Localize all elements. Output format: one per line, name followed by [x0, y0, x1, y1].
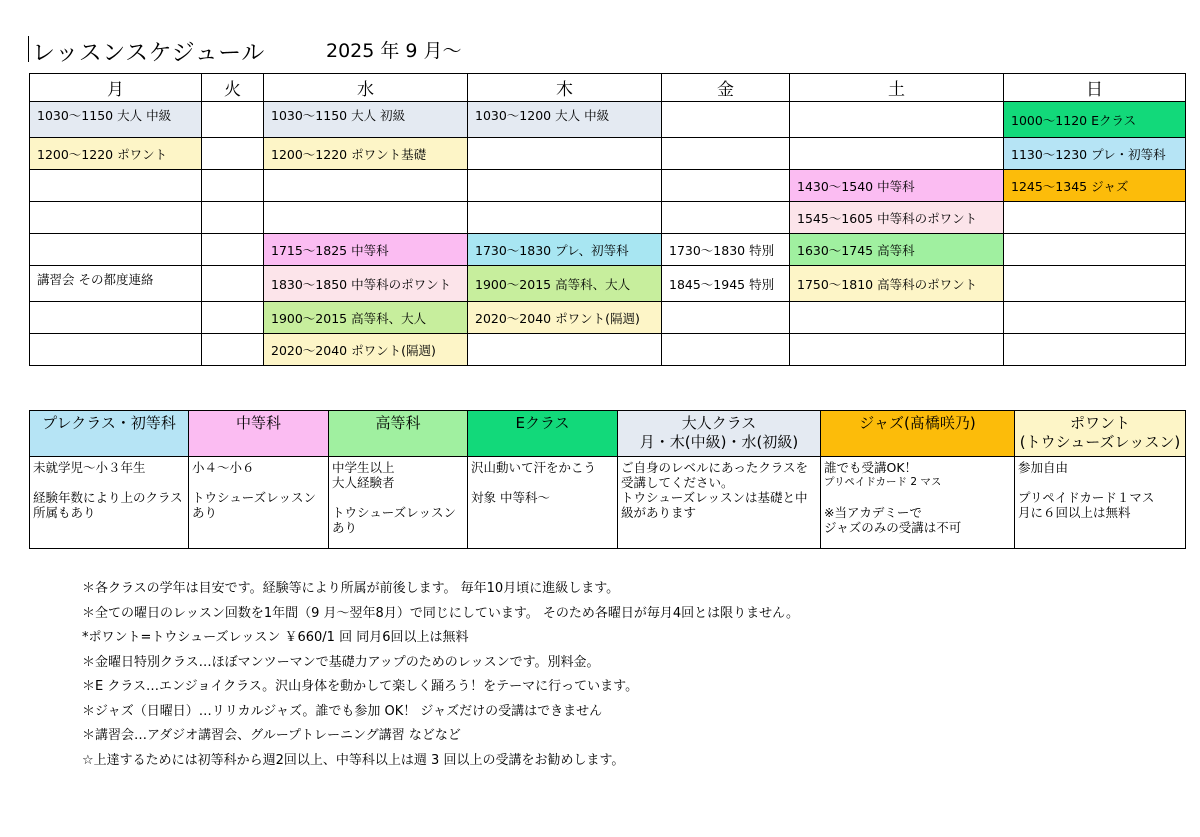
lesson-cell [30, 302, 202, 334]
day-header: 月 [30, 74, 202, 102]
legend-header: Eクラス [468, 411, 618, 457]
note-line: ＊講習会…アダジオ講習会、グループトレーニング講習 などなど [82, 728, 461, 743]
schedule-table [29, 73, 1186, 366]
lesson-cell: 1030～1200 大人 中級 [468, 102, 662, 138]
notes-list [82, 577, 799, 773]
lesson-cell: 講習会 その都度連絡 [30, 266, 202, 302]
lesson-cell: 1030～1150 大人 中級 [30, 102, 202, 138]
lesson-cell: 1200～1220 ポワント基礎 [264, 138, 468, 170]
note-line: ＊E クラス…エンジョイクラス。沢山身体を動かして楽しく踊ろう！をテーマに行っています。 [82, 679, 639, 694]
note-line: *ポワント=トウシューズレッスン ￥660/1 回 同月6回以上は無料 [82, 630, 469, 645]
legend-cell-text: 参加自由 プリペイドカード１マス 月に６回以上は無料 [1018, 460, 1155, 520]
lesson-cell [202, 202, 264, 234]
day-header: 水 [264, 74, 468, 102]
lesson-cell [662, 170, 790, 202]
schedule-row [30, 234, 1186, 266]
lesson-cell [790, 334, 1004, 366]
schedule-header-row [30, 74, 1186, 102]
text-cursor [28, 36, 29, 62]
legend-body-row [30, 457, 1186, 549]
lesson-cell: 1730～1830 プレ、初等科 [468, 234, 662, 266]
lesson-cell [202, 102, 264, 138]
lesson-cell: 1030～1150 大人 初級 [264, 102, 468, 138]
day-header: 火 [202, 74, 264, 102]
schedule-row [30, 102, 1186, 138]
legend-cell [468, 457, 618, 549]
legend-cell-text: 中学生以上 大人経験者 トウシューズレッスンあり [332, 460, 457, 535]
lesson-cell [662, 202, 790, 234]
schedule-row [30, 334, 1186, 366]
legend-header: 高等科 [329, 411, 468, 457]
lesson-cell [662, 138, 790, 170]
legend-cell-text: ご自身のレベルにあったクラスを受講してください。 トウシューズレッスンは基礎と中級があります [621, 460, 809, 520]
lesson-cell: 1750～1810 高等科のポワント [790, 266, 1004, 302]
note-line: ＊ジャズ（日曜日）…リリカルジャズ。誰でも参加 OK！ ジャズだけの受講はできません [82, 703, 603, 719]
lesson-cell [1004, 302, 1186, 334]
day-header: 金 [662, 74, 790, 102]
page-title: レッスンスケジュール [32, 40, 265, 66]
legend-header-row [30, 411, 1186, 457]
schedule-month: 2025 年 9 月～ [326, 40, 462, 62]
lesson-cell: 1730～1830 特別 [662, 234, 790, 266]
note-line: ＊各クラスの学年は目安です。経験等により所属が前後します。 毎年10月頃に進級します。 [82, 581, 620, 596]
lesson-cell [202, 170, 264, 202]
lesson-cell [790, 102, 1004, 138]
legend-cell-text: 誰でも受講OK！ [824, 460, 918, 475]
lesson-cell: 1900～2015 高等科、大人 [468, 266, 662, 302]
lesson-cell [662, 302, 790, 334]
lesson-cell [264, 202, 468, 234]
schedule-row [30, 302, 1186, 334]
lesson-cell [202, 266, 264, 302]
lesson-cell [662, 334, 790, 366]
legend-header: 中等科 [189, 411, 329, 457]
lesson-cell [790, 138, 1004, 170]
lesson-cell: 1130～1230 プレ・初等科 [1004, 138, 1186, 170]
legend-header: プレクラス・初等科 [30, 411, 189, 457]
lesson-cell: 1200～1220 ポワント [30, 138, 202, 170]
jazz-restriction-note: ※当アカデミーで ジャズのみの受講は不可 [824, 505, 962, 535]
lesson-cell: 1900～2015 高等科、大人 [264, 302, 468, 334]
lesson-cell [264, 170, 468, 202]
legend-cell [189, 457, 329, 549]
lesson-cell: 2020～2040 ポワント(隔週) [468, 302, 662, 334]
lesson-cell [202, 138, 264, 170]
lesson-cell [30, 202, 202, 234]
lesson-cell: 1715～1825 中等科 [264, 234, 468, 266]
lesson-cell: 1000～1120 Eクラス [1004, 102, 1186, 138]
lesson-cell: 2020～2040 ポワント(隔週) [264, 334, 468, 366]
legend-cell [821, 457, 1015, 549]
legend-cell-text: 未就学児～小３年生 経験年数により上のクラス所属もあり [33, 460, 183, 520]
lesson-cell [468, 334, 662, 366]
lesson-cell [468, 170, 662, 202]
schedule-row [30, 202, 1186, 234]
lesson-cell [1004, 266, 1186, 302]
jazz-prepaid-note: プリペイドカード 2 マス [824, 476, 942, 488]
schedule-row [30, 170, 1186, 202]
lesson-cell [30, 334, 202, 366]
legend-cell-text: 沢山動いて汗をかこう 対象 中等科～ [471, 460, 597, 505]
legend-cell [329, 457, 468, 549]
class-legend-table [29, 410, 1186, 549]
note-line: ＊全ての曜日のレッスン回数を1年間（9 月～翌年8月）で同じにしています。 そのため各曜日が毎月4回とは限りません。 [82, 605, 799, 621]
legend-header: ジャズ(髙橋咲乃) [821, 411, 1015, 457]
lesson-cell: 1545～1605 中等科のポワント [790, 202, 1004, 234]
lesson-cell [468, 202, 662, 234]
legend-cell [618, 457, 821, 549]
day-header: 日 [1004, 74, 1186, 102]
lesson-cell [468, 138, 662, 170]
lesson-cell [662, 102, 790, 138]
lesson-cell: 1430～1540 中等科 [790, 170, 1004, 202]
lesson-cell [202, 334, 264, 366]
lesson-cell [202, 234, 264, 266]
lesson-cell [30, 170, 202, 202]
legend-header: 大人クラス 月・木(中級)・水(初級) [618, 411, 821, 457]
lesson-cell [1004, 202, 1186, 234]
lesson-cell: 1630～1745 高等科 [790, 234, 1004, 266]
lesson-cell: 1245～1345 ジャズ [1004, 170, 1186, 202]
legend-cell [1015, 457, 1186, 549]
lesson-cell [1004, 234, 1186, 266]
legend-cell-text: 小４～小６ トウシューズレッスンあり [192, 460, 317, 520]
lesson-cell: 1830～1850 中等科のポワント [264, 266, 468, 302]
day-header: 土 [790, 74, 1004, 102]
day-header: 木 [468, 74, 662, 102]
note-line: ☆上達するためには初等科から週2回以上、中等科以上は週 3 回以上の受講をお勧めします。 [82, 752, 625, 768]
lesson-cell [30, 234, 202, 266]
lesson-cell [790, 302, 1004, 334]
schedule-row [30, 266, 1186, 302]
schedule-row [30, 138, 1186, 170]
lesson-cell: 1845～1945 特別 [662, 266, 790, 302]
note-line: ＊金曜日特別クラス…ほぼマンツーマンで基礎力アップのためのレッスンです。別料金。 [82, 654, 600, 670]
lesson-cell [1004, 334, 1186, 366]
legend-header: ポワント (トウシューズレッスン) [1015, 411, 1186, 457]
legend-cell [30, 457, 189, 549]
lesson-cell [202, 302, 264, 334]
